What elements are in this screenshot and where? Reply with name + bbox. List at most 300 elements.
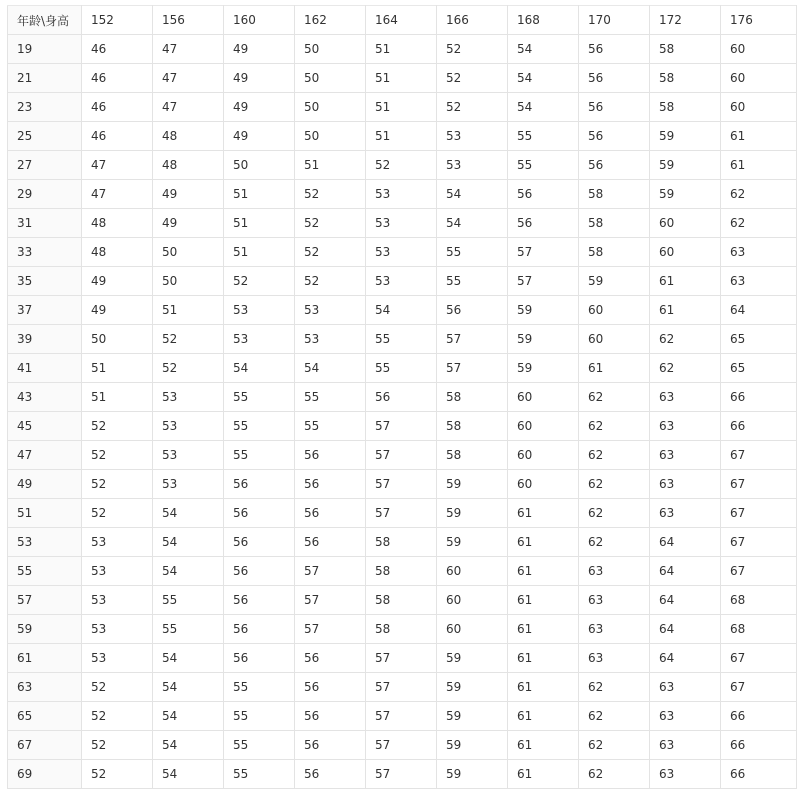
weight-cell: 58 xyxy=(366,586,437,615)
age-cell: 63 xyxy=(8,673,82,702)
height-header-cell: 176 xyxy=(721,6,797,35)
weight-cell: 47 xyxy=(82,180,153,209)
weight-cell: 51 xyxy=(224,238,295,267)
weight-cell: 56 xyxy=(224,528,295,557)
weight-cell: 57 xyxy=(366,731,437,760)
weight-cell: 56 xyxy=(579,151,650,180)
weight-cell: 54 xyxy=(153,644,224,673)
weight-cell: 59 xyxy=(508,325,579,354)
weight-cell: 50 xyxy=(295,35,366,64)
weight-table-container xyxy=(7,5,797,789)
weight-cell: 57 xyxy=(366,412,437,441)
weight-cell: 61 xyxy=(508,644,579,673)
table-row xyxy=(8,180,797,209)
weight-cell: 46 xyxy=(82,122,153,151)
table-row xyxy=(8,615,797,644)
weight-cell: 46 xyxy=(82,93,153,122)
weight-cell: 58 xyxy=(366,615,437,644)
weight-cell: 59 xyxy=(437,644,508,673)
weight-cell: 57 xyxy=(295,615,366,644)
age-cell: 65 xyxy=(8,702,82,731)
weight-cell: 62 xyxy=(579,470,650,499)
weight-cell: 53 xyxy=(224,325,295,354)
age-cell: 55 xyxy=(8,557,82,586)
weight-cell: 53 xyxy=(437,151,508,180)
weight-cell: 56 xyxy=(224,470,295,499)
weight-cell: 58 xyxy=(579,180,650,209)
weight-cell: 60 xyxy=(721,35,797,64)
height-header-cell: 160 xyxy=(224,6,295,35)
weight-cell: 61 xyxy=(508,528,579,557)
weight-cell: 61 xyxy=(721,122,797,151)
weight-cell: 59 xyxy=(508,296,579,325)
weight-cell: 53 xyxy=(295,325,366,354)
weight-cell: 61 xyxy=(508,760,579,789)
weight-cell: 47 xyxy=(153,93,224,122)
weight-cell: 61 xyxy=(508,557,579,586)
weight-cell: 58 xyxy=(650,35,721,64)
table-header-row xyxy=(8,6,797,35)
weight-cell: 60 xyxy=(437,615,508,644)
table-row xyxy=(8,325,797,354)
weight-cell: 58 xyxy=(579,209,650,238)
weight-cell: 52 xyxy=(82,441,153,470)
weight-cell: 59 xyxy=(437,528,508,557)
height-header-cell: 156 xyxy=(153,6,224,35)
weight-cell: 63 xyxy=(650,673,721,702)
weight-cell: 66 xyxy=(721,412,797,441)
weight-cell: 66 xyxy=(721,731,797,760)
weight-cell: 49 xyxy=(224,64,295,93)
weight-cell: 64 xyxy=(650,615,721,644)
weight-cell: 56 xyxy=(295,441,366,470)
weight-cell: 53 xyxy=(295,296,366,325)
weight-cell: 62 xyxy=(579,673,650,702)
weight-cell: 56 xyxy=(508,180,579,209)
weight-cell: 67 xyxy=(721,528,797,557)
age-cell: 57 xyxy=(8,586,82,615)
weight-cell: 67 xyxy=(721,557,797,586)
age-cell: 27 xyxy=(8,151,82,180)
height-header-cell: 172 xyxy=(650,6,721,35)
weight-cell: 59 xyxy=(579,267,650,296)
weight-cell: 60 xyxy=(508,441,579,470)
weight-cell: 57 xyxy=(366,673,437,702)
weight-cell: 56 xyxy=(224,557,295,586)
weight-cell: 57 xyxy=(366,499,437,528)
weight-cell: 54 xyxy=(153,731,224,760)
weight-cell: 57 xyxy=(437,354,508,383)
weight-cell: 63 xyxy=(579,557,650,586)
weight-cell: 47 xyxy=(153,35,224,64)
weight-cell: 67 xyxy=(721,441,797,470)
weight-cell: 57 xyxy=(295,586,366,615)
weight-cell: 54 xyxy=(437,209,508,238)
weight-cell: 63 xyxy=(650,383,721,412)
weight-cell: 54 xyxy=(366,296,437,325)
table-row xyxy=(8,267,797,296)
weight-cell: 47 xyxy=(153,64,224,93)
weight-cell: 62 xyxy=(579,731,650,760)
weight-cell: 46 xyxy=(82,35,153,64)
weight-cell: 64 xyxy=(650,644,721,673)
weight-cell: 55 xyxy=(508,151,579,180)
weight-cell: 54 xyxy=(153,499,224,528)
age-cell: 31 xyxy=(8,209,82,238)
weight-cell: 55 xyxy=(153,615,224,644)
weight-cell: 48 xyxy=(153,122,224,151)
weight-cell: 55 xyxy=(366,325,437,354)
weight-cell: 64 xyxy=(650,586,721,615)
weight-cell: 64 xyxy=(650,557,721,586)
weight-cell: 63 xyxy=(650,499,721,528)
weight-cell: 52 xyxy=(82,673,153,702)
weight-cell: 60 xyxy=(650,209,721,238)
weight-cell: 65 xyxy=(721,325,797,354)
weight-cell: 51 xyxy=(82,383,153,412)
weight-cell: 52 xyxy=(82,470,153,499)
weight-cell: 59 xyxy=(650,151,721,180)
age-cell: 23 xyxy=(8,93,82,122)
weight-cell: 48 xyxy=(82,238,153,267)
weight-cell: 54 xyxy=(437,180,508,209)
weight-cell: 63 xyxy=(579,586,650,615)
weight-cell: 54 xyxy=(153,557,224,586)
weight-cell: 55 xyxy=(224,441,295,470)
weight-cell: 49 xyxy=(153,180,224,209)
age-cell: 53 xyxy=(8,528,82,557)
weight-cell: 60 xyxy=(508,412,579,441)
age-cell: 35 xyxy=(8,267,82,296)
weight-cell: 61 xyxy=(508,615,579,644)
age-cell: 37 xyxy=(8,296,82,325)
weight-cell: 48 xyxy=(153,151,224,180)
weight-cell: 56 xyxy=(366,383,437,412)
weight-cell: 57 xyxy=(366,702,437,731)
age-cell: 19 xyxy=(8,35,82,64)
table-row xyxy=(8,760,797,789)
weight-cell: 54 xyxy=(295,354,366,383)
age-cell: 41 xyxy=(8,354,82,383)
table-row xyxy=(8,151,797,180)
weight-cell: 52 xyxy=(153,354,224,383)
weight-cell: 51 xyxy=(366,93,437,122)
weight-cell: 53 xyxy=(153,383,224,412)
weight-cell: 53 xyxy=(437,122,508,151)
weight-cell: 53 xyxy=(82,644,153,673)
weight-cell: 54 xyxy=(153,673,224,702)
weight-cell: 46 xyxy=(82,64,153,93)
table-row xyxy=(8,238,797,267)
table-row xyxy=(8,586,797,615)
weight-cell: 60 xyxy=(437,557,508,586)
weight-cell: 56 xyxy=(224,586,295,615)
weight-cell: 56 xyxy=(579,122,650,151)
height-header-cell: 162 xyxy=(295,6,366,35)
age-cell: 61 xyxy=(8,644,82,673)
table-row xyxy=(8,499,797,528)
weight-cell: 62 xyxy=(579,760,650,789)
weight-cell: 62 xyxy=(579,702,650,731)
weight-cell: 61 xyxy=(579,354,650,383)
weight-cell: 58 xyxy=(650,64,721,93)
weight-cell: 56 xyxy=(579,93,650,122)
weight-cell: 53 xyxy=(82,557,153,586)
weight-cell: 59 xyxy=(650,180,721,209)
weight-cell: 60 xyxy=(721,64,797,93)
table-row xyxy=(8,35,797,64)
weight-cell: 55 xyxy=(224,760,295,789)
weight-cell: 59 xyxy=(437,499,508,528)
weight-cell: 56 xyxy=(295,528,366,557)
age-cell: 45 xyxy=(8,412,82,441)
weight-cell: 60 xyxy=(508,470,579,499)
weight-cell: 59 xyxy=(437,702,508,731)
weight-cell: 56 xyxy=(224,615,295,644)
weight-cell: 57 xyxy=(508,238,579,267)
table-row xyxy=(8,412,797,441)
weight-cell: 57 xyxy=(437,325,508,354)
weight-cell: 49 xyxy=(153,209,224,238)
weight-cell: 52 xyxy=(295,180,366,209)
weight-cell: 63 xyxy=(650,470,721,499)
table-row xyxy=(8,383,797,412)
table-row xyxy=(8,441,797,470)
weight-cell: 49 xyxy=(82,267,153,296)
weight-cell: 56 xyxy=(295,470,366,499)
weight-cell: 61 xyxy=(650,267,721,296)
weight-cell: 60 xyxy=(579,325,650,354)
weight-cell: 47 xyxy=(82,151,153,180)
weight-cell: 60 xyxy=(650,238,721,267)
weight-cell: 52 xyxy=(82,412,153,441)
weight-cell: 63 xyxy=(579,644,650,673)
weight-cell: 51 xyxy=(366,64,437,93)
height-header-cell: 152 xyxy=(82,6,153,35)
weight-cell: 67 xyxy=(721,644,797,673)
weight-cell: 52 xyxy=(224,267,295,296)
weight-cell: 62 xyxy=(650,325,721,354)
height-header-cell: 166 xyxy=(437,6,508,35)
weight-cell: 49 xyxy=(82,296,153,325)
weight-cell: 67 xyxy=(721,673,797,702)
weight-cell: 58 xyxy=(437,441,508,470)
weight-cell: 58 xyxy=(650,93,721,122)
table-row xyxy=(8,644,797,673)
age-cell: 39 xyxy=(8,325,82,354)
weight-cell: 55 xyxy=(153,586,224,615)
weight-cell: 58 xyxy=(366,528,437,557)
weight-cell: 53 xyxy=(82,615,153,644)
weight-cell: 52 xyxy=(82,731,153,760)
weight-cell: 52 xyxy=(82,760,153,789)
weight-cell: 62 xyxy=(579,528,650,557)
weight-cell: 49 xyxy=(224,93,295,122)
table-row xyxy=(8,296,797,325)
weight-cell: 54 xyxy=(224,354,295,383)
corner-header-cell: 年龄\身高 xyxy=(8,6,82,35)
height-header-cell: 170 xyxy=(579,6,650,35)
table-row xyxy=(8,528,797,557)
weight-cell: 62 xyxy=(721,209,797,238)
weight-cell: 61 xyxy=(508,702,579,731)
weight-cell: 62 xyxy=(721,180,797,209)
table-row xyxy=(8,209,797,238)
weight-cell: 62 xyxy=(579,499,650,528)
age-cell: 69 xyxy=(8,760,82,789)
weight-cell: 59 xyxy=(650,122,721,151)
age-cell: 43 xyxy=(8,383,82,412)
weight-cell: 51 xyxy=(82,354,153,383)
weight-cell: 68 xyxy=(721,615,797,644)
weight-cell: 66 xyxy=(721,760,797,789)
weight-cell: 55 xyxy=(224,412,295,441)
weight-cell: 54 xyxy=(153,528,224,557)
weight-cell: 63 xyxy=(579,615,650,644)
weight-cell: 58 xyxy=(437,412,508,441)
weight-cell: 59 xyxy=(437,731,508,760)
weight-cell: 52 xyxy=(153,325,224,354)
weight-cell: 54 xyxy=(153,702,224,731)
weight-cell: 52 xyxy=(366,151,437,180)
weight-cell: 56 xyxy=(579,64,650,93)
weight-cell: 63 xyxy=(650,412,721,441)
weight-cell: 53 xyxy=(153,470,224,499)
weight-cell: 55 xyxy=(437,238,508,267)
weight-cell: 55 xyxy=(224,383,295,412)
weight-cell: 56 xyxy=(295,702,366,731)
age-cell: 33 xyxy=(8,238,82,267)
height-header-cell: 164 xyxy=(366,6,437,35)
height-header-cell: 168 xyxy=(508,6,579,35)
age-cell: 47 xyxy=(8,441,82,470)
weight-cell: 64 xyxy=(650,528,721,557)
weight-cell: 50 xyxy=(295,93,366,122)
weight-cell: 63 xyxy=(721,267,797,296)
table-row xyxy=(8,93,797,122)
weight-cell: 56 xyxy=(295,731,366,760)
table-row xyxy=(8,354,797,383)
weight-cell: 52 xyxy=(295,238,366,267)
weight-cell: 50 xyxy=(224,151,295,180)
weight-cell: 50 xyxy=(295,122,366,151)
weight-cell: 57 xyxy=(366,441,437,470)
weight-cell: 57 xyxy=(366,760,437,789)
age-cell: 21 xyxy=(8,64,82,93)
weight-cell: 53 xyxy=(82,528,153,557)
weight-cell: 51 xyxy=(366,122,437,151)
weight-cell: 58 xyxy=(366,557,437,586)
weight-cell: 48 xyxy=(82,209,153,238)
weight-cell: 50 xyxy=(153,238,224,267)
weight-cell: 56 xyxy=(295,760,366,789)
weight-cell: 61 xyxy=(508,586,579,615)
table-row xyxy=(8,673,797,702)
table-row xyxy=(8,702,797,731)
weight-cell: 57 xyxy=(508,267,579,296)
weight-cell: 59 xyxy=(508,354,579,383)
weight-cell: 66 xyxy=(721,383,797,412)
weight-cell: 53 xyxy=(153,412,224,441)
weight-cell: 52 xyxy=(295,209,366,238)
weight-cell: 50 xyxy=(295,64,366,93)
weight-cell: 67 xyxy=(721,499,797,528)
weight-cell: 63 xyxy=(650,441,721,470)
weight-cell: 51 xyxy=(224,180,295,209)
weight-cell: 59 xyxy=(437,760,508,789)
weight-cell: 50 xyxy=(153,267,224,296)
weight-cell: 58 xyxy=(579,238,650,267)
weight-cell: 61 xyxy=(721,151,797,180)
weight-cell: 55 xyxy=(366,354,437,383)
weight-cell: 56 xyxy=(224,499,295,528)
weight-cell: 53 xyxy=(153,441,224,470)
weight-cell: 59 xyxy=(437,470,508,499)
weight-cell: 57 xyxy=(366,470,437,499)
weight-cell: 60 xyxy=(437,586,508,615)
weight-cell: 56 xyxy=(579,35,650,64)
weight-cell: 53 xyxy=(82,586,153,615)
weight-cell: 62 xyxy=(579,383,650,412)
table-body xyxy=(8,6,797,789)
weight-cell: 51 xyxy=(366,35,437,64)
weight-cell: 61 xyxy=(508,731,579,760)
weight-cell: 66 xyxy=(721,702,797,731)
weight-cell: 64 xyxy=(721,296,797,325)
weight-cell: 63 xyxy=(650,702,721,731)
weight-cell: 57 xyxy=(366,644,437,673)
weight-cell: 56 xyxy=(437,296,508,325)
weight-cell: 62 xyxy=(579,441,650,470)
weight-cell: 62 xyxy=(650,354,721,383)
weight-cell: 54 xyxy=(153,760,224,789)
weight-cell: 55 xyxy=(295,412,366,441)
weight-cell: 60 xyxy=(721,93,797,122)
weight-cell: 50 xyxy=(82,325,153,354)
weight-cell: 56 xyxy=(295,499,366,528)
table-row xyxy=(8,122,797,151)
weight-cell: 53 xyxy=(366,267,437,296)
weight-cell: 63 xyxy=(650,731,721,760)
weight-cell: 61 xyxy=(508,673,579,702)
table-row xyxy=(8,557,797,586)
weight-cell: 63 xyxy=(650,760,721,789)
weight-cell: 52 xyxy=(437,35,508,64)
weight-cell: 56 xyxy=(224,644,295,673)
weight-cell: 55 xyxy=(224,702,295,731)
weight-table xyxy=(7,5,797,789)
weight-cell: 53 xyxy=(366,180,437,209)
weight-cell: 51 xyxy=(295,151,366,180)
weight-cell: 51 xyxy=(224,209,295,238)
weight-cell: 49 xyxy=(224,35,295,64)
weight-cell: 52 xyxy=(437,93,508,122)
weight-cell: 53 xyxy=(366,238,437,267)
table-row xyxy=(8,64,797,93)
weight-cell: 55 xyxy=(224,673,295,702)
weight-cell: 68 xyxy=(721,586,797,615)
weight-cell: 54 xyxy=(508,93,579,122)
table-row xyxy=(8,470,797,499)
age-cell: 51 xyxy=(8,499,82,528)
weight-cell: 49 xyxy=(224,122,295,151)
weight-cell: 61 xyxy=(650,296,721,325)
weight-cell: 52 xyxy=(295,267,366,296)
weight-cell: 53 xyxy=(224,296,295,325)
weight-cell: 55 xyxy=(295,383,366,412)
weight-cell: 67 xyxy=(721,470,797,499)
weight-cell: 57 xyxy=(295,557,366,586)
